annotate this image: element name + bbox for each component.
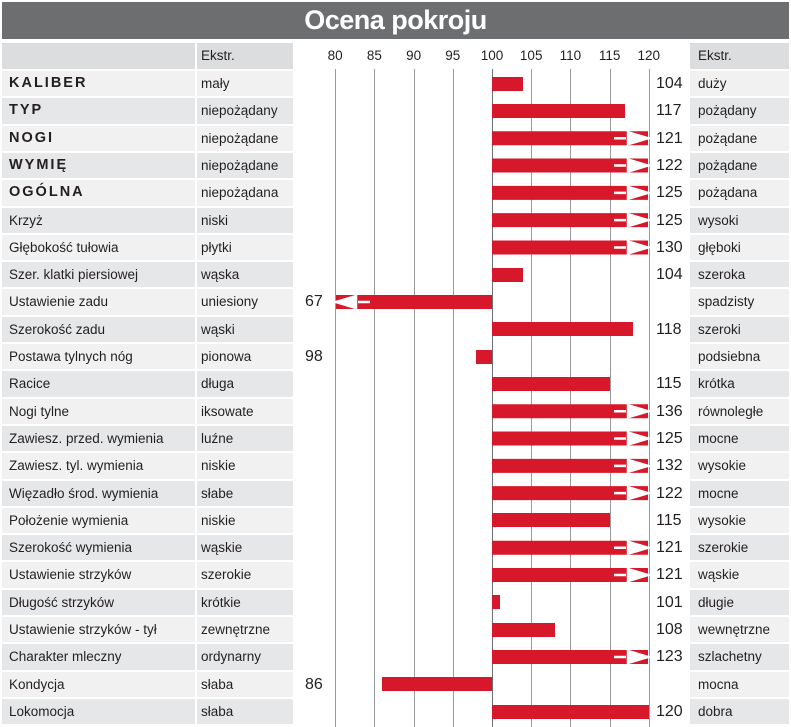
right-extreme-label: podsiebna	[698, 349, 761, 364]
right-extreme-label: pożądana	[698, 185, 758, 201]
x-tick-label: 95	[445, 48, 461, 63]
value-label: 122	[656, 156, 683, 174]
value-label: 98	[305, 348, 323, 365]
value-label: 123	[656, 648, 683, 666]
trait-label: Charakter mleczny	[9, 649, 122, 665]
left-extreme-label: słaba	[201, 676, 234, 692]
bar	[492, 159, 648, 173]
value-label: 121	[656, 566, 683, 584]
trait-label: Ustawienie strzyków - tył	[9, 622, 157, 637]
right-extreme-label: duży	[698, 76, 727, 91]
bar	[492, 404, 648, 418]
trait-label: OGÓLNA	[9, 184, 85, 201]
left-extreme-label: szerokie	[201, 567, 252, 583]
value-label: 117	[656, 102, 682, 120]
trait-label: Lokomocja	[9, 703, 75, 719]
bar	[492, 650, 648, 664]
trait-label: WYMIĘ	[9, 156, 69, 173]
trait-label: Kondycja	[9, 676, 65, 692]
left-extreme-label: pionowa	[201, 349, 252, 364]
left-extreme-label: wąska	[201, 267, 240, 283]
left-extreme-label: niepożądany	[201, 103, 278, 119]
trait-label: Zawiesz. tyl. wymienia	[9, 458, 144, 474]
right-extreme-label: szlachetny	[698, 649, 762, 665]
right-extreme-label: pożądane	[698, 157, 758, 173]
trait-label: Ustawienie zadu	[9, 294, 109, 310]
trait-label: TYP	[9, 102, 44, 119]
trait-label: Długość strzyków	[9, 594, 115, 610]
right-extreme-label: szerokie	[698, 540, 749, 556]
ekstr-left-header: Ekstr.	[201, 48, 235, 63]
left-extreme-label: wąski	[201, 321, 235, 337]
left-extreme-label: iksowate	[201, 403, 254, 419]
value-label: 125	[656, 211, 683, 229]
left-extreme-label: płytki	[201, 239, 232, 255]
left-extreme-label: niski	[201, 212, 229, 228]
left-extreme-label: niskie	[201, 458, 236, 474]
trait-label: Racice	[9, 376, 51, 392]
bar	[492, 432, 648, 446]
right-extreme-label: wysokie	[698, 512, 747, 528]
right-extreme-label: wysoki	[698, 212, 739, 228]
x-tick-label: 90	[406, 48, 422, 63]
trait-label: Położenie wymienia	[9, 512, 129, 528]
x-tick-label: 85	[366, 48, 382, 63]
right-extreme-label: wąskie	[698, 567, 740, 583]
bar	[492, 213, 648, 227]
value-label: 101	[656, 593, 683, 611]
right-extreme-label: szeroka	[698, 267, 746, 283]
left-extreme-label: niskie	[201, 512, 236, 528]
left-extreme-label: krótkie	[201, 594, 241, 610]
value-label: 118	[656, 320, 682, 338]
left-extreme-label: niepożądana	[201, 185, 279, 201]
value-label: 132	[656, 457, 683, 475]
left-extreme-label: niepożądane	[201, 130, 279, 146]
x-tick-label: 105	[519, 48, 543, 63]
right-extreme-label: wysokie	[698, 458, 747, 474]
right-extreme-label: mocna	[698, 676, 739, 692]
bar	[492, 131, 648, 145]
left-extreme-label: zewnętrzne	[201, 622, 271, 637]
x-tick-label: 120	[637, 48, 661, 63]
bar	[336, 295, 492, 309]
value-label: 104	[656, 75, 683, 92]
trait-label: NOGI	[9, 129, 55, 146]
chart-title: Ocena pokroju	[304, 5, 487, 35]
trait-label: Zawiesz. przed. wymienia	[9, 430, 164, 446]
value-label: 125	[656, 429, 683, 447]
right-extreme-label: pożądany	[698, 103, 757, 119]
trait-label: Postawa tylnych nóg	[9, 349, 133, 364]
bar	[492, 541, 648, 555]
right-extreme-label: mocne	[698, 430, 739, 446]
trait-label: Głębokość tułowia	[9, 239, 119, 255]
right-extreme-label: krótka	[698, 376, 735, 392]
bar	[492, 186, 648, 200]
value-label: 121	[656, 129, 683, 147]
trait-label: Ustawienie strzyków	[9, 567, 132, 583]
value-label: 122	[656, 484, 683, 502]
left-extreme-label: mały	[201, 76, 230, 91]
value-label: 108	[656, 621, 683, 638]
trait-label: Szerokość zadu	[9, 321, 106, 337]
trait-label: Szer. klatki piersiowej	[9, 267, 139, 283]
bar	[492, 568, 648, 582]
x-tick-label: 115	[598, 48, 621, 63]
bar	[492, 459, 648, 473]
right-extreme-label: szeroki	[698, 321, 741, 337]
value-label: 130	[656, 238, 683, 256]
left-extreme-label: długa	[201, 376, 235, 392]
value-label: 115	[656, 375, 682, 393]
right-extreme-label: wewnętrzne	[698, 622, 771, 637]
trait-label: Nogi tylne	[9, 403, 70, 419]
trait-label: Szerokość wymienia	[9, 540, 133, 556]
value-label: 67	[305, 293, 323, 311]
left-extreme-label: słaba	[201, 703, 234, 719]
value-label: 86	[305, 675, 323, 693]
bar	[492, 240, 648, 254]
left-extreme-label: słabe	[201, 485, 234, 501]
ekstr-right-header: Ekstr.	[698, 48, 732, 63]
left-extreme-label: luźne	[201, 430, 234, 446]
right-extreme-label: równoległe	[698, 403, 764, 419]
x-tick-label: 80	[327, 48, 343, 63]
right-extreme-label: głęboki	[698, 239, 741, 255]
value-label: 121	[656, 539, 683, 557]
left-extreme-label: ordynarny	[201, 649, 262, 665]
x-tick-label: 110	[559, 48, 582, 63]
right-extreme-label: mocne	[698, 485, 739, 501]
right-extreme-label: pożądane	[698, 130, 758, 146]
value-label: 120	[656, 702, 683, 720]
value-label: 104	[656, 266, 683, 284]
value-label: 136	[656, 402, 683, 420]
bar	[492, 486, 648, 500]
left-extreme-label: niepożądane	[201, 157, 279, 173]
trait-label: Krzyż	[9, 212, 43, 228]
right-extreme-label: długie	[698, 594, 735, 610]
trait-label: KALIBER	[9, 75, 88, 91]
right-extreme-label: spadzisty	[698, 294, 755, 310]
value-label: 125	[656, 184, 683, 202]
right-extreme-label: dobra	[698, 703, 733, 719]
left-extreme-label: wąskie	[201, 540, 243, 556]
x-tick-label: 100	[480, 48, 504, 63]
left-extreme-label: uniesiony	[201, 294, 259, 310]
trait-label: Więzadło środ. wymienia	[9, 485, 159, 501]
value-label: 115	[656, 511, 682, 529]
